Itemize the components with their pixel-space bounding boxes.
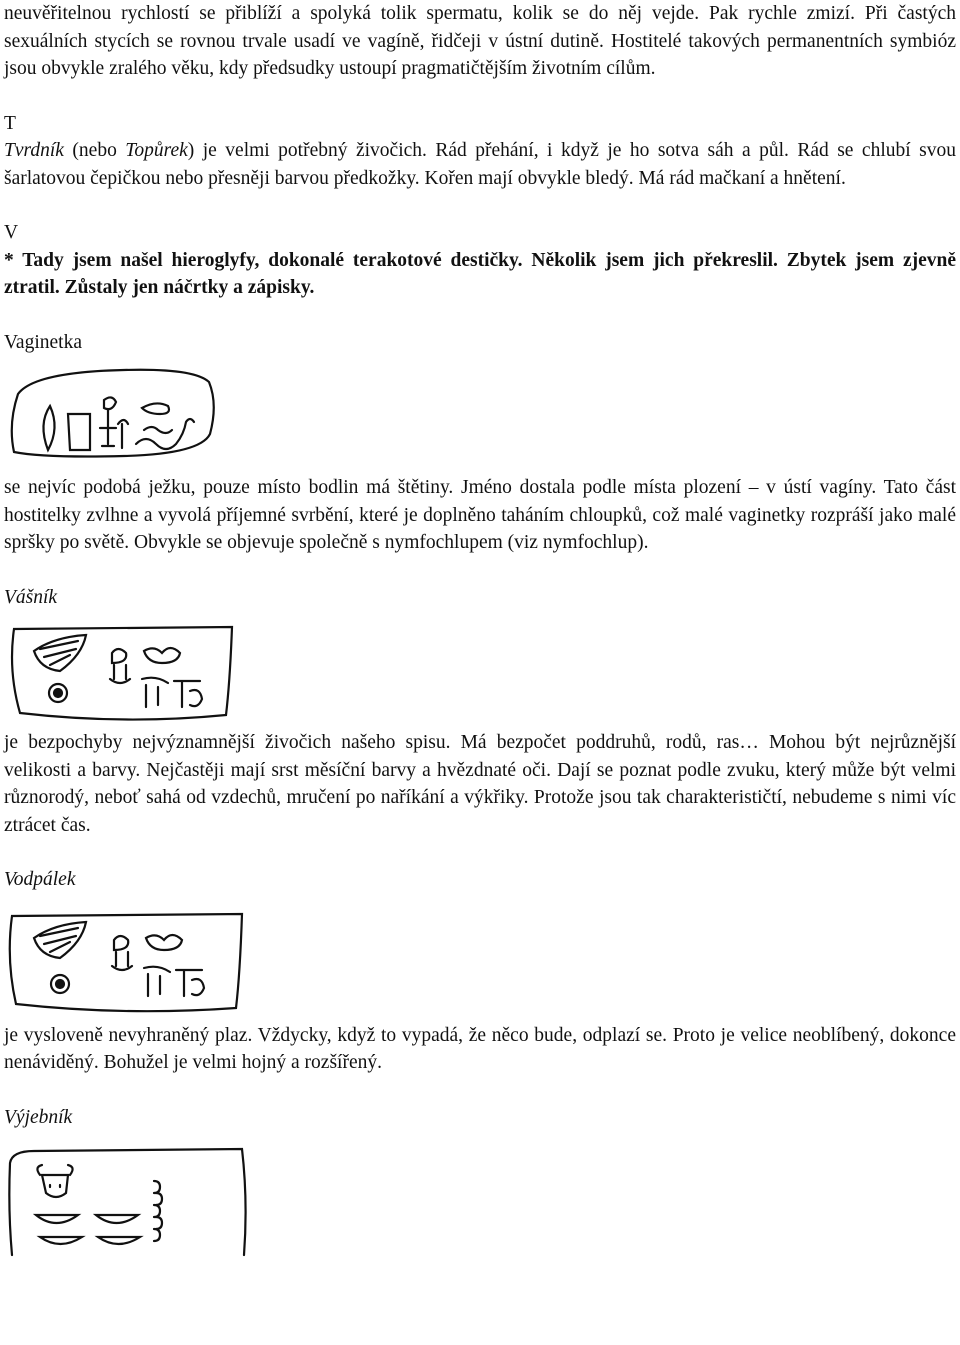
entry-name-tvrdnik: Tvrdník bbox=[4, 140, 64, 161]
hieroglyph-tablet-vasnik-icon bbox=[4, 621, 956, 727]
author-note: * Tady jsem našel hieroglyfy, dokonalé terakotové destičky. Několik jsem jich překreslil. Zbytek jsem zjevně ztratil. Zůstaly jen náčrtky a zápisky. bbox=[4, 249, 956, 298]
document-page bbox=[4, 0, 956, 1257]
entry-tvrdnik bbox=[4, 137, 956, 192]
entry-text: (nebo bbox=[63, 140, 126, 161]
entry-heading-vyjebnik: Výjebník bbox=[4, 1106, 73, 1128]
section-letter-v: V bbox=[4, 222, 19, 243]
section-letter-t: T bbox=[4, 112, 16, 134]
entry-heading-vasnik: Vášník bbox=[4, 586, 58, 608]
hieroglyph-tablet-vaginetka-icon bbox=[4, 364, 956, 472]
entry-heading-vaginetka: Vaginetka bbox=[4, 331, 82, 353]
intro-paragraph: neuvěřitelnou rychlostí se přiblíží a spolyká tolik spermatu, kolik se do něj vejde. Pak rychle zmizí. Při častých sexuálních stycích se rovnou trvale usadí ve vagíně, řidčeji v ústní dutině. Hostitelé takových permanentních symbióz jsou obvykle zralého věku, kdy předsudky ustoupí pragmatičtějším životním cílům. bbox=[4, 3, 956, 79]
hieroglyph-tablet-vyjebnik-icon bbox=[4, 1141, 956, 1257]
entry-text: ) je velmi potřebný živočich. Rád přehání, i když je ho sotva sáh a půl. Rád se chlubí svou šarlatovou čepičkou nebo přesněji barvou předkožky. Kořen mají obvykle bledý. Má rád mačkaní a hnětení. bbox=[4, 140, 956, 189]
entry-text-vaginetka: se nejvíc podobá ježku, pouze místo bodlin má štětiny. Jméno dostala podle místa plození – v ústí vagíny. Tato část hostitelky zvlhne a vyvolá příjemné svrbění, které je doplněno taháním chloupků, což malé vaginetky rozpráší jako malé spršky po světě. Obvykle se objevuje společně s nymfochlupem (viz nymfochlup). bbox=[4, 477, 956, 553]
entry-heading-vodpalek: Vodpálek bbox=[4, 869, 76, 890]
entry-name-topurek: Topůrek bbox=[125, 140, 188, 161]
hieroglyph-tablet-vodpalek-icon bbox=[4, 904, 956, 1020]
entry-text-vasnik: je bezpochyby nejvýznamnější živočich našeho spisu. Má bezpočet poddruhů, rodů, ras… Mohou být nejrůznější velikosti a barvy. Nejčastěji mají srst měsíční barvy a hvězdnaté oči. Dají se poznat podle zvuku, který může být velmi různorodý, neboť sahá od vzdechů, mručení po naříkání a výkřiky. Protože jsou tak charakterističtí, nebudeme s nimi víc ztrácet čas. bbox=[4, 732, 956, 836]
entry-text-vodpalek: je vysloveně nevyhraněný plaz. Vždycky, když to vypadá, že něco bude, odplazí se. Proto je velice neoblíbený, dokonce nenáviděný. Bohužel je velmi hojný a rozšířený. bbox=[4, 1024, 956, 1073]
